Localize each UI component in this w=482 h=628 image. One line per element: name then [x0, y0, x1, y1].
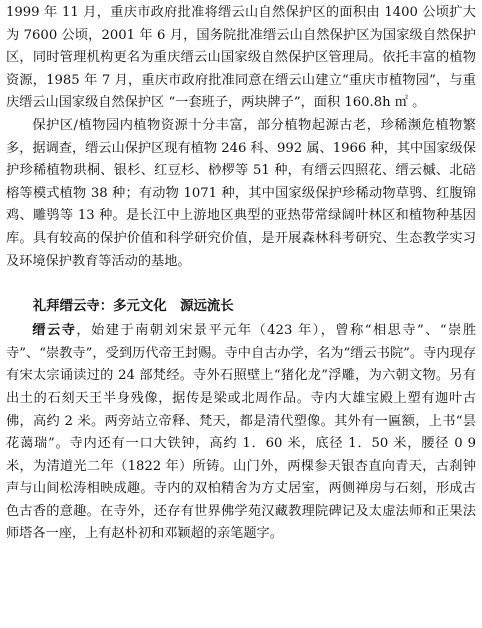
section-spacer — [6, 273, 476, 295]
paragraph-nature-reserve-history: 1999 年 11 月，重庆市政府批准将缙云山自然保护区的面积由 1400 公顷扩大为 7600 公顷，2001 年 6 月，国务院批准缙云山自然保护区为国家级自然保护区，同时管理机构更名为重庆缙云山国家级自然保护区管理局。依托丰富的植物资源，1985 年 7 月，重庆市政府批准同意在缙云山建立“重庆市植物园”，与重庆缙云山国家级自然保护区 “一套班子，两块牌子”，面积 160.8h ㎡ 。 — [6, 5, 476, 111]
paragraph-temple-body: ，始建于南朝刘宋景平元年（423 年），曾称“相思寺”、“崇胜寺”、“崇教寺”，受到历代帝王封赐。寺中自古办学，名为“缙云书院”。寺内现存有宋太宗诵读过的 24 部梵经。寺外石照壁上“猪化龙”浮雕，为六朝文物。另有出土的石刻天王半身残像，据传是梁或北周作品。寺内大雄宝殿上塑有迦叶古佛，高约 2 米。两旁站立帝释、梵天，都是清代塑像。其外有一匾额，上书“昙花蔼瑞”。寺内还有一口大铁钟，高约 1．60 米，底径 1．50 米，腰径 0 9 米，为清道光二年（1822 年）所铸。山门外，两棵参天银杏直向青天，古刹钟声与山间松涛相映成趣。寺内的双柏精舍为方丈居室，两侧禅房与石刻，形成古色古香的意趣。在寺外，还存有世界佛学苑汉藏教理院碑记及太虚法师和正果法师塔各一座，上有赵朴初和邓颖超的亲笔题字。 — [6, 323, 477, 542]
paragraph-plant-resources: 保护区/植物园内植物资源十分丰富，部分植物起源古老，珍稀濒危植物繁多，据调查，缙云山保护区现有植物 246 科、992 属、1966 种，其中国家级保护珍稀植物珙桐、银杉、红豆杉、桫椤等 51 种，有缙云四照花、缙云槭、北碚榕等模式植物 38 种；有动物 1071 种，其中国家级保护珍稀动物草鸮、红腹锦鸡、雕鸮等 13 种。是长江中上游地区典型的亚热带常绿阔叶林区和植物种基因库。具有较高的保护价值和科学研究价值，是开展森林科考研究、生态教学实习及环境保护教育等活动的基地。 — [6, 117, 476, 269]
section-heading-jinyun-temple: 礼拜缙云寺：多元文化 源远流长 — [32, 299, 234, 315]
paragraph-lead-term: 缙云寺 — [32, 323, 77, 339]
paragraph-jinyun-temple — [6, 320, 476, 546]
document-page — [6, 2, 476, 546]
